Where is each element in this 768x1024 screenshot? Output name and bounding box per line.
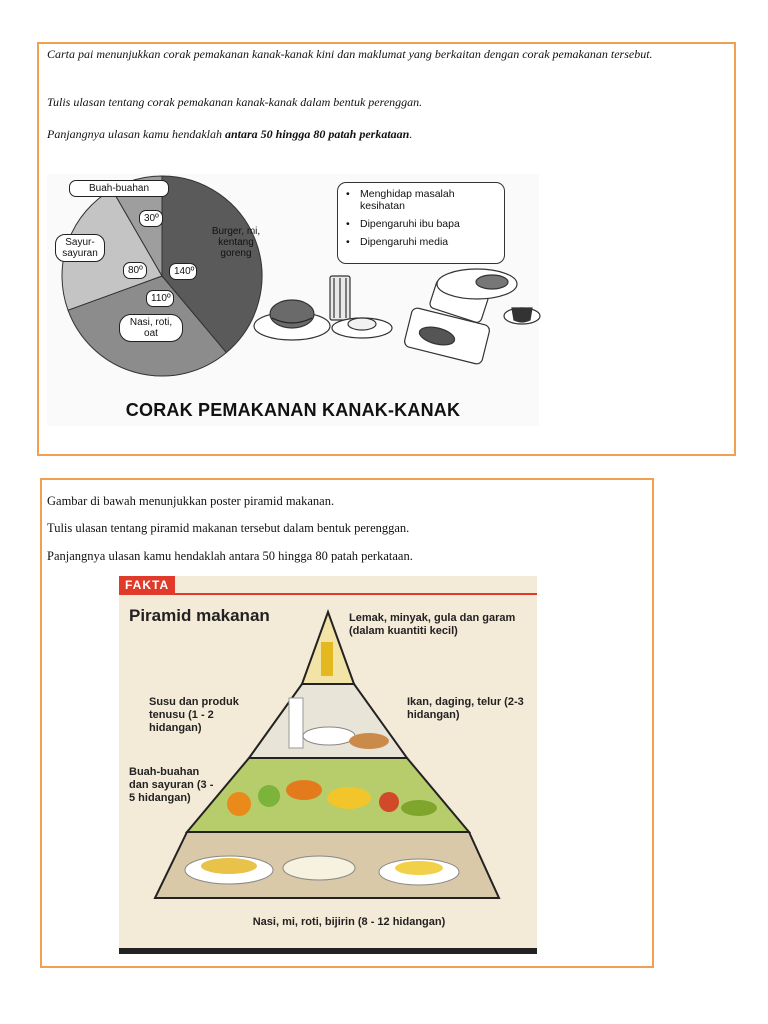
instruction-1: Carta pai menunjukkan corak pemakanan kanak-kanak kini dan maklumat yang berkaitan dengan corak pemakanan tersebut. <box>47 47 653 61</box>
slice-label-sayur: Sayur-sayuran <box>55 234 105 262</box>
question-box-2 <box>40 478 654 968</box>
level-base-label: Nasi, mi, roti, bijirin (8 - 12 hidangan) <box>252 916 446 928</box>
slice-value-burger: 140º <box>169 263 197 280</box>
level-dairy-label: Susu dan produk tenusu (1 - 2 hidangan) <box>149 696 239 734</box>
note-1: • Menghidap masalah kesihatan <box>346 188 498 212</box>
question-box-1 <box>37 42 736 456</box>
note-2: • Dipengaruhi ibu bapa <box>346 218 498 230</box>
food-illustration <box>252 266 542 396</box>
instruction-1: Gambar di bawah menunjukkan poster piramid makanan. <box>47 494 335 508</box>
fakta-tag: FAKTA <box>119 576 175 594</box>
slice-label-nasi: Nasi, roti, oat <box>119 314 183 342</box>
poster-title: Piramid makanan <box>129 606 270 625</box>
instruction-3: Panjangnya ulasan kamu hendaklah antara 50 hingga 80 patah perkataan. <box>47 549 413 563</box>
slice-label-burger: Burger, mi, kentang goreng <box>211 226 261 259</box>
notes-box <box>337 182 505 264</box>
slice-value-nasi: 110º <box>146 290 174 307</box>
level-fruit-label: Buah-buahan dan sayuran (3 - 5 hidangan) <box>129 766 214 804</box>
slice-label-buah: Buah-buahan <box>69 180 169 197</box>
instruction-2: Tulis ulasan tentang piramid makanan tersebut dalam bentuk perenggan. <box>47 521 410 535</box>
slice-value-buah: 30º <box>139 210 163 227</box>
instruction-2: Tulis ulasan tentang corak pemakanan kanak-kanak dalam bentuk perenggan. <box>47 95 423 109</box>
poster-bottom-bar <box>119 948 537 954</box>
chart-title: CORAK PEMAKANAN KANAK-KANAK <box>125 400 461 420</box>
slice-value-sayur: 80º <box>123 262 147 279</box>
pie-chart-figure <box>47 174 539 426</box>
food-pyramid-poster <box>119 576 537 954</box>
note-3: • Dipengaruhi media <box>346 236 498 248</box>
tier-protein <box>249 684 407 758</box>
instruction-3: Panjangnya ulasan kamu hendaklah antara 50 hingga 80 patah perkataan. <box>47 127 413 141</box>
level-top-label: Lemak, minyak, gula dan garam (dalam kuantiti kecil) <box>349 612 516 637</box>
level-protein-label: Ikan, daging, telur (2-3 hidangan) <box>407 696 524 721</box>
